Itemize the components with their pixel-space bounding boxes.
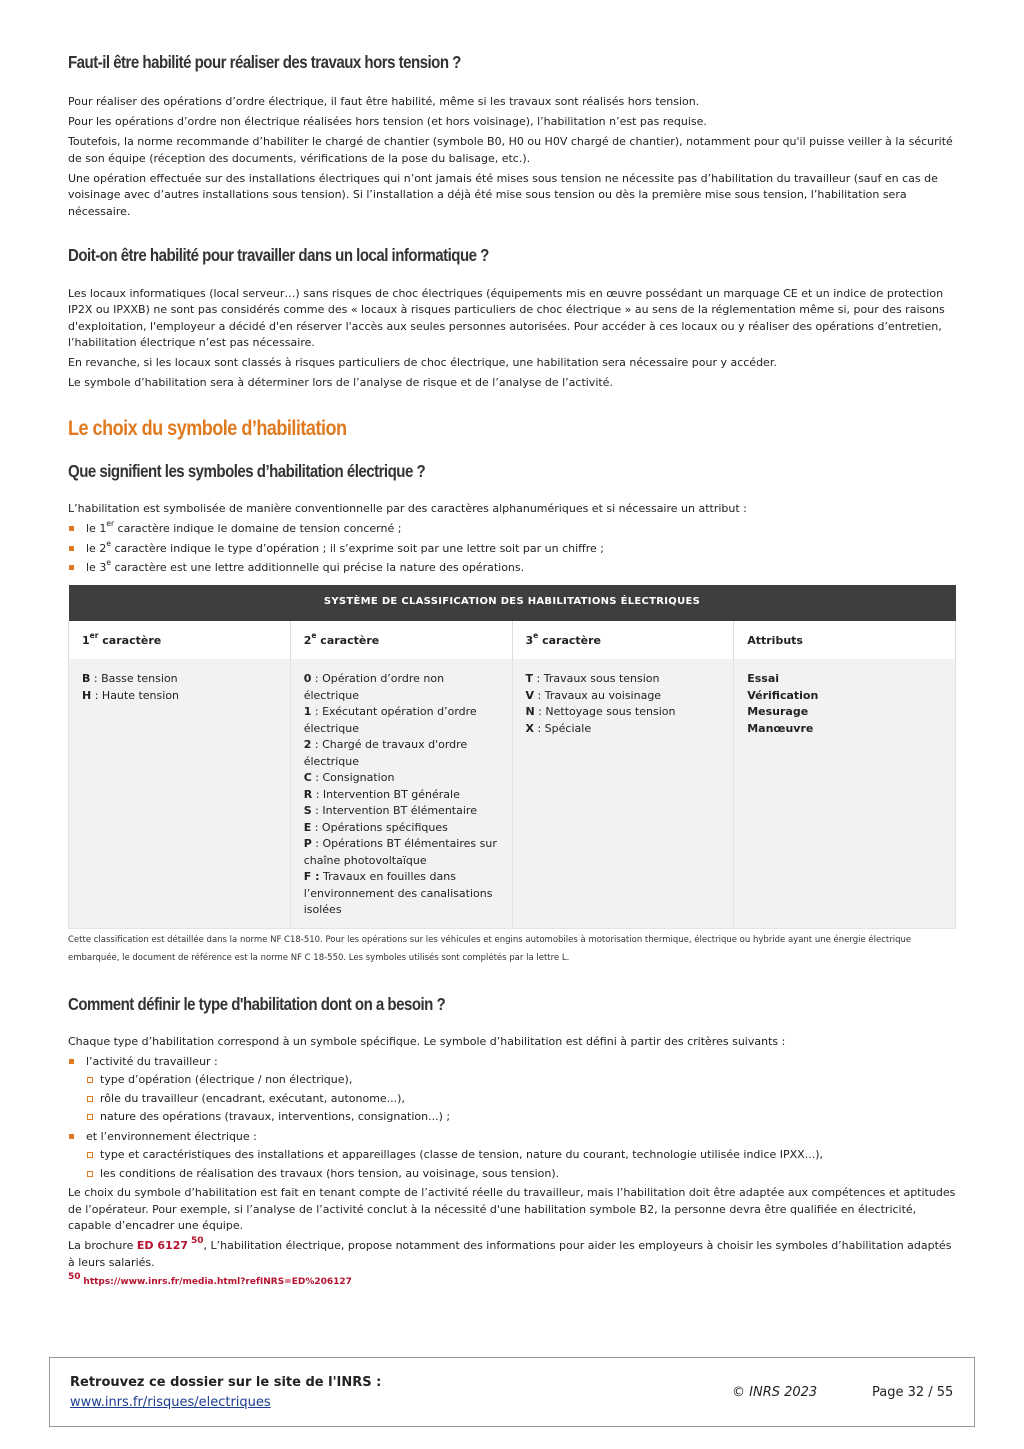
paragraph: Le symbole d’habilitation sera à déterminer lors de l’analyse de risque et de l’analyse de l’activité. [68, 376, 613, 389]
sub-list-item: les conditions de réalisation des travaux (hors tension, au voisinage, sous tension). [86, 1166, 956, 1183]
table-row [69, 659, 956, 928]
footer-title: Retrouvez ce dossier sur le site de l'INRS : [70, 1375, 382, 1390]
paragraph: En revanche, si les locaux sont classés à risques particuliers de choc électrique, une habilitation sera nécessaire pour y accéder. [68, 356, 777, 369]
footnote: $^{50}$ https://www.inrs.fr/media.html?refINRS=ED%206127 [68, 1271, 352, 1287]
paragraph: Les locaux informatiques (local serveur…) sans risques de choc électriques (équipements mis en œuvre possédant un marquage CE et un indice de protection IP2X ou IPXXB) ne sont pas considérés comme des « locaux à risques particuliers de choc électrique » au sens de la réglementation même si, pour des raisons d'exploitation, l'employeur a décidé d'en réserver l'accès aux seules personnes autorisées. Pour accéder à ces locaux ou y réaliser des opérations d’entretien, l’habilitation électrique n’est pas nécessaire. [68, 286, 945, 349]
section-heading: Que signifient les symboles d’habilitation électrique ? [68, 461, 426, 481]
brochure-link[interactable]: ED 6127 [136, 1239, 188, 1252]
document-page [68, 50, 956, 1289]
brochure-paragraph: La brochure ED 6127 $^{50}$, L’habilitation électrique, propose notamment des informations pour aider les employeurs à choisir les symboles d’habilitation adaptés à leurs salariés. [68, 1236, 952, 1269]
column-header: 1er caractère [69, 621, 291, 660]
section-heading: Doit-on être habilité pour travailler dans un local informatique ? [68, 244, 489, 265]
list-item: le 2e caractère indique le type d’opération ; il s’exprime soit par une lettre soit par un chiffre ; [68, 541, 956, 558]
table-cell-operation-type: 0 : Opération d’ordre non électrique 1 : Exécutant opération d’ordre électrique 2 : Chargé de travaux d'ordre électrique C : Consignation R : Intervention BT générale S : Intervention BT élémentaire E : Opérations spécifiques P : Opérations BT élémentaires sur chaîne photovoltaïque F : Travaux en fouilles dans l’environnement des canalisations isolées [290, 659, 512, 928]
bullet-list [68, 1054, 956, 1183]
footnote-url-link[interactable]: https://www.inrs.fr/media.html?refINRS=ED%206127 [83, 1276, 352, 1287]
sub-list-item: type et caractéristiques des installations et appareillages (classe de tension, nature du courant, technologie utilisée indice IPXX...), [86, 1147, 956, 1164]
sub-list-item: type d’opération (électrique / non électrique), [86, 1072, 956, 1089]
table-caption: SYSTÈME DE CLASSIFICATION DES HABILITATIONS ÉLECTRIQUES [69, 585, 956, 621]
sub-list-item: nature des opérations (travaux, interventions, consignation...) ; [86, 1109, 956, 1126]
table-cell-voltage: B : Basse tension H : Haute tension [69, 659, 291, 928]
footer-site-link[interactable]: www.inrs.fr/risques/electriques [70, 1395, 271, 1410]
section-heading: Comment définir le type d'habilitation dont on a besoin ? [68, 993, 446, 1014]
column-header: 2e caractère [290, 621, 512, 660]
paragraph: Chaque type d’habilitation correspond à un symbole spécifique. Le symbole d’habilitation est défini à partir des critères suivants : [68, 1034, 786, 1048]
paragraph: Pour les opérations d’ordre non électrique réalisées hors tension (et hors voisinage), l’habilitation n’est pas requise. [68, 115, 707, 128]
paragraph: L’habilitation est symbolisée de manière conventionnelle par des caractères alphanumériques et si nécessaire un attribut : [68, 502, 747, 515]
bullet-list [68, 521, 956, 577]
footnote-ref[interactable]: 50 [191, 1236, 204, 1247]
sub-list-item: rôle du travailleur (encadrant, exécutant, autonome...), [86, 1091, 956, 1108]
list-item: l’activité du travailleur : type d’opération (électrique / non électrique), rôle du travailleur (encadrant, exécutant, autonome...), nature des opérations (travaux, interventions, consignation...) ; [68, 1054, 956, 1126]
column-header: Attributs [734, 621, 956, 660]
list-item: et l’environnement électrique : type et caractéristiques des installations et appareillages (classe de tension, nature du courant, technologie utilisée indice IPXX...), les conditions de réalisation des travaux (hors tension, au voisinage, sous tension). [68, 1129, 956, 1183]
table-cell-attributes: Essai Vérification Mesurage Manœuvre [734, 659, 956, 928]
table-header-row [69, 621, 956, 660]
section-heading: Faut-il être habilité pour réaliser des travaux hors tension ? [68, 52, 461, 72]
paragraph: Une opération effectuée sur des installations électriques qui n’ont jamais été mises sous tension ne nécessite pas d’habilitation du travailleur (sauf en cas de voisinage avec d’autres installations sous tension). Si l’installation a déjà été mise sous tension ou dès la première mise sous tension, l’habilitation sera nécessaire. [68, 171, 938, 218]
table-note: Cette classification est détaillée dans la norme NF C18-510. Pour les opérations sur les véhicules et engins automobiles à motorisation thermique, électrique ou hybride ayant une énergie électrique embarquée, le document de référence est la norme NF C 18-550. Les symboles utilisés sont complétés par la lettre L. [68, 934, 912, 963]
section-body [68, 94, 956, 220]
list-item: le 3e caractère est une lettre additionnelle qui précise la nature des opérations. [68, 560, 956, 577]
copyright: © INRS 2023 [732, 1385, 818, 1400]
table-cell-operation-nature: T : Travaux sous tension V : Travaux au voisinage N : Nettoyage sous tension X : Spéciale [512, 659, 734, 928]
chapter-title: Le choix du symbole d’habilitation [68, 417, 347, 440]
sub-list [86, 1147, 956, 1182]
classification-table [68, 585, 956, 929]
page-footer [49, 1357, 975, 1427]
section-body [68, 286, 956, 392]
paragraph: Pour réaliser des opérations d’ordre électrique, il faut être habilité, même si les travaux sont réalisés hors tension. [68, 95, 700, 108]
paragraph: Toutefois, la norme recommande d’habiliter le chargé de chantier (symbole B0, H0 ou H0V chargé de chantier), notamment pour qu'il puisse veiller à la sécurité de son équipe (réception des documents, vérifications de la pose du balisage, etc.). [68, 135, 953, 165]
list-item: le 1er caractère indique le domaine de tension concerné ; [68, 521, 956, 538]
sub-list [86, 1072, 956, 1126]
column-header: 3e caractère [512, 621, 734, 660]
page-number: Page 32 / 55 [872, 1385, 954, 1400]
paragraph: Le choix du symbole d’habilitation est fait en tenant compte de l’activité réelle du travailleur, mais l’habilitation doit être adaptée aux compétences et aptitudes de l’opérateur. Pour exemple, si l’analyse de l’activité conclut à la nécessité d'une habilitation symbole B2, la personne devra être qualifiée en électricité, capable d’encadrer une équipe. [68, 1186, 956, 1232]
